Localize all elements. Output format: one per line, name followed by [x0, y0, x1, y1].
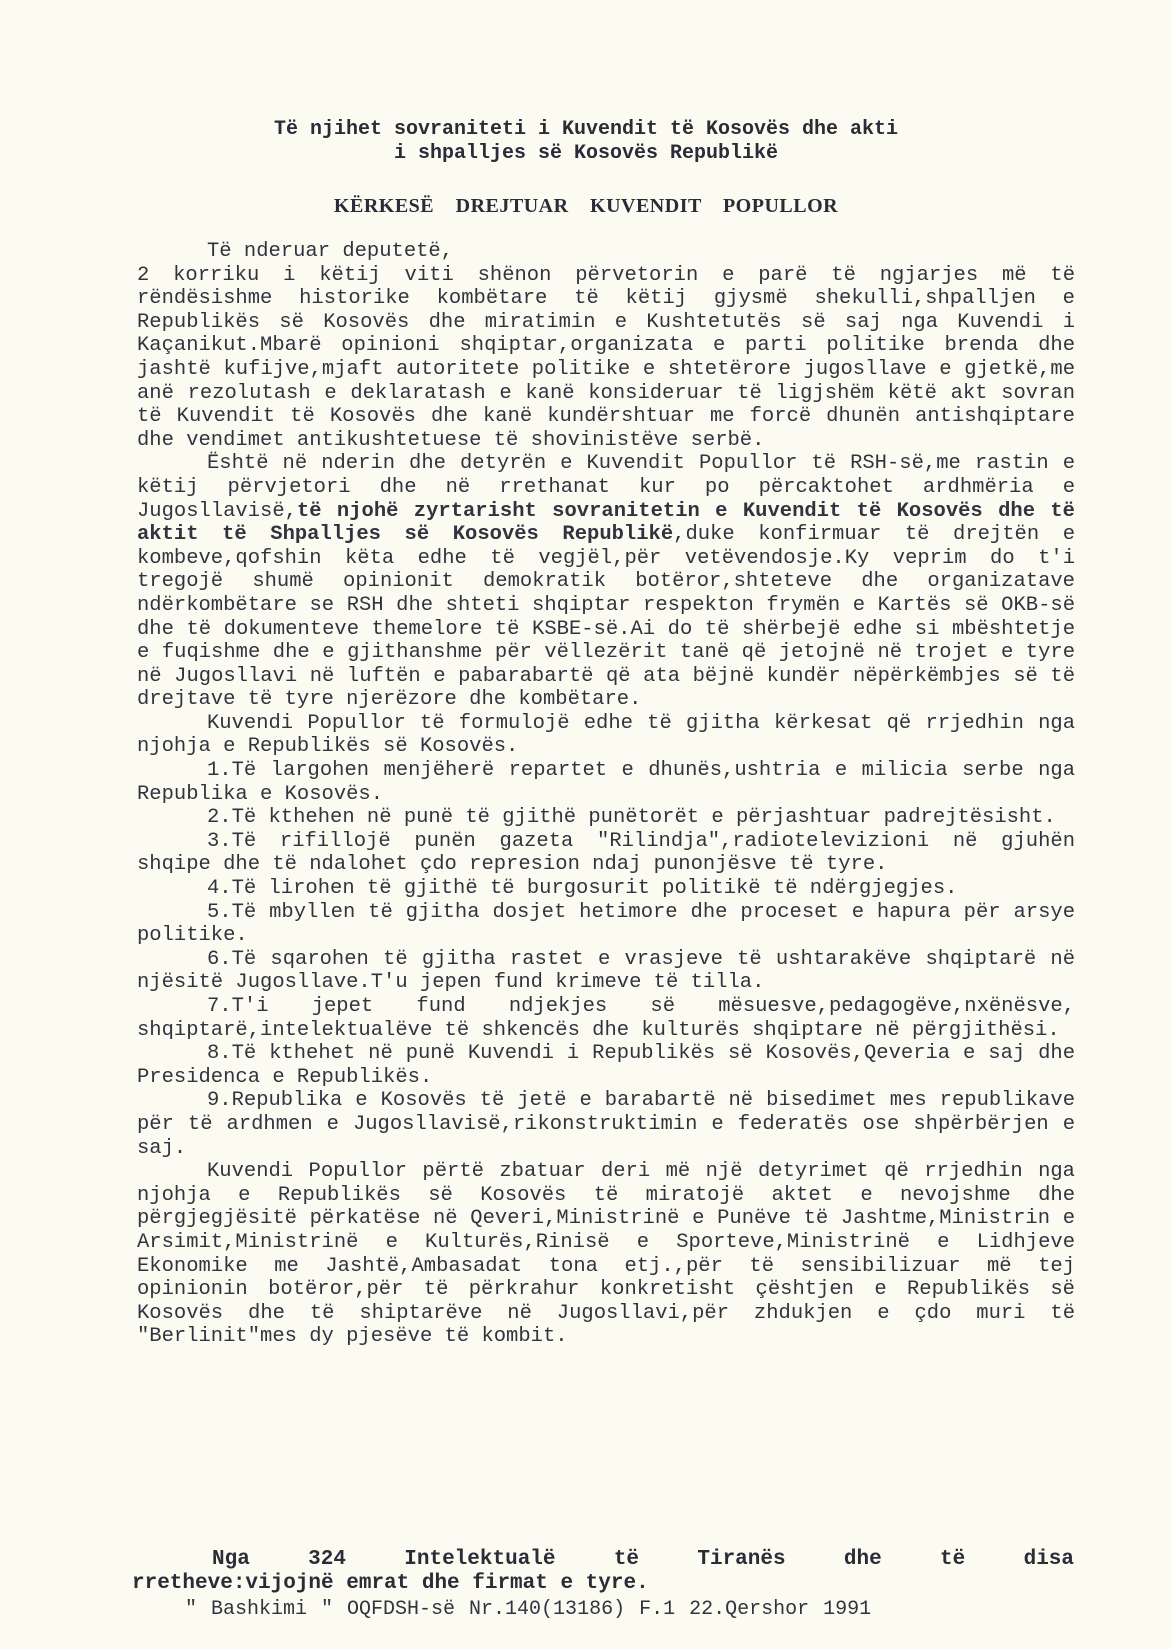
list-item: 6.Të sqarohen të gjitha rastet e vrasjeve të ushtarakëve shqiptarë në njësitë Jugosllave.T'u jepen fund krimeve të tilla. — [137, 947, 1075, 995]
list-item: 3.Të rifillojë punën gazeta "Rilindja",radiotelevizioni në gjuhën shqipe dhe të ndalohet çdo represion ndaj punonjësve të tyre. — [137, 829, 1075, 877]
salutation: Të nderuar deputetë, — [207, 240, 454, 263]
document-body — [137, 240, 1075, 1349]
closing-line-1: Nga 324 Intelektualë të Tiranës dhe të disa — [212, 1548, 1074, 1571]
source-citation: " Bashkimi " OQFDSH-së Nr.140(13186) F.1 22.Qershor 1991 — [185, 1598, 872, 1621]
list-item: 2.Të kthehen në punë të gjithë punëtorët e përjashtuar padrejtësisht. — [207, 806, 1056, 830]
heading-line-2: i shpalljes së Kosovës Republikë — [393, 142, 779, 165]
list-item: 9.Republika e Kosovës të jetë e barabartë në bisedimet mes republikave për të ardhmen e Jugosllavisë,rikonstruktimin e federatës ose shpërbërjen e saj. — [137, 1089, 1075, 1160]
list-item: 5.Të mbyllen të gjitha dosjet hetimore dhe proceset e hapura për arsye politike. — [137, 900, 1075, 948]
signature-block — [132, 1548, 1074, 1596]
document-subheading: KËRKESË DREJTUAR KUVENDIT POPULLOR — [333, 195, 839, 217]
list-item: 8.Të kthehet në punë Kuvendi i Republikës së Kosovës,Qeveria e saj dhe Presidenca e Republikës. — [137, 1042, 1075, 1089]
list-item: 1.Të largohen menjëherë repartet e dhunës,ushtria e milicia serbe nga Republika e Kosovës. — [137, 759, 1075, 806]
paragraph-2 — [137, 452, 1075, 712]
heading-line-1: Të njihet sovraniteti i Kuvendit të Kosovës dhe akti — [273, 118, 899, 141]
list-item: 4.Të lirohen të gjithë të burgosurit politikë të ndërgjegjes. — [207, 877, 958, 901]
document-heading — [0, 118, 1172, 166]
paragraph-2-end: ,duke konfirmuar të drejtën e kombeve,qofshin këta edhe të vegjël,për vetëvendosje.Ky veprim do t'i tregojë shumë opinionit demokratik botëror,shteteve dhe organizatave ndërkombëtare se RSH dhe shteti shqiptar respekton frymën e Kartës së OKB-së dhe të dokumenteve themelore të KSBE-së.Ai do të shërbejë edhe si mbështetje e fuqishme dhe e gjithanshme për vëllezërit tanë që jetojnë në trojet e tyre në Jugosllavi në luftën e pabarabartë që ata bëjnë kundër nëpërkëmbjes së të drejtave të tyre njerëzore dhe kombëtare. — [137, 523, 1076, 712]
paragraph-2-start: Është në nderin dhe detyrën e Kuvendit Popullor të RSH-së,me rastin e këtij përvjetori dhe në rrethanat kur po përcaktohet ardhmëria e Jugosllavisë, — [137, 452, 1075, 523]
closing-line-2: rretheve:vijojnë emrat dhe firmat e tyre. — [132, 1572, 649, 1595]
list-item: 7.T'i jepet fund ndjekjes së mësuesve,pedagogëve,nxënësve, shqiptarë,intelektualëve të shkencës dhe kulturës shqiptare në përgjithësi. — [137, 995, 1075, 1042]
paragraph-4: Kuvendi Popullor përtë zbatuar deri më një detyrimet që rrjedhin nga njohja e Republikës së Kosovës të miratojë aktet e nevojshme dhe përgjegjësitë përkatëse në Qeveri,Ministrinë e Punëve të Jashtme,Ministrin e Arsimit,Ministrinë e Kulturës,Rinisë e Sporteve,Ministrinë e Lidhjeve Ekonomike me Jashtë,Ambasadat tona etj.,për të sensibilizuar më tej opinionin botëror,për të përkrahur konkretisht çështjen e Republikës së Kosovës dhe të shiptarëve në Jugosllavi,për zhdukjen e çdo muri të "Berlinit"mes dy pjesëve të kombit. — [137, 1160, 1075, 1349]
paragraph-3: Kuvendi Popullor të formulojë edhe të gjitha kërkesat që rrjedhin nga njohja e Republikës së Kosovës. — [137, 711, 1075, 759]
paragraph-1: 2 korriku i këtij viti shënon përvetorin e parë të ngjarjes më të rëndësishme historike kombëtare të këtij gjysmë shekulli,shpalljen e Republikës së Kosovës dhe miratimin e Kushtetutës së saj nga Kuvendi i Kaçanikut.Mbarë opinioni shqiptar,organizata e parti politike brenda dhe jashtë kufijve,mjaft autoritete politike e shtetërore jugosllave e gjetkë,me anë rezolutash e deklaratash e kanë konsideruar të ligjshëm këtë akt sovran të Kuvendit të Kosovës dhe kanë kundërshtuar me forcë dhunën antishqiptare dhe vendimet antikushtetuese të shovinistëve serbë. — [137, 263, 1075, 452]
paragraph-2-bold: të njohë zyrtarisht sovranitetin e Kuvendit të Kosovës dhe të aktit të Shpalljes së Kosovës Republikë — [137, 499, 1075, 547]
